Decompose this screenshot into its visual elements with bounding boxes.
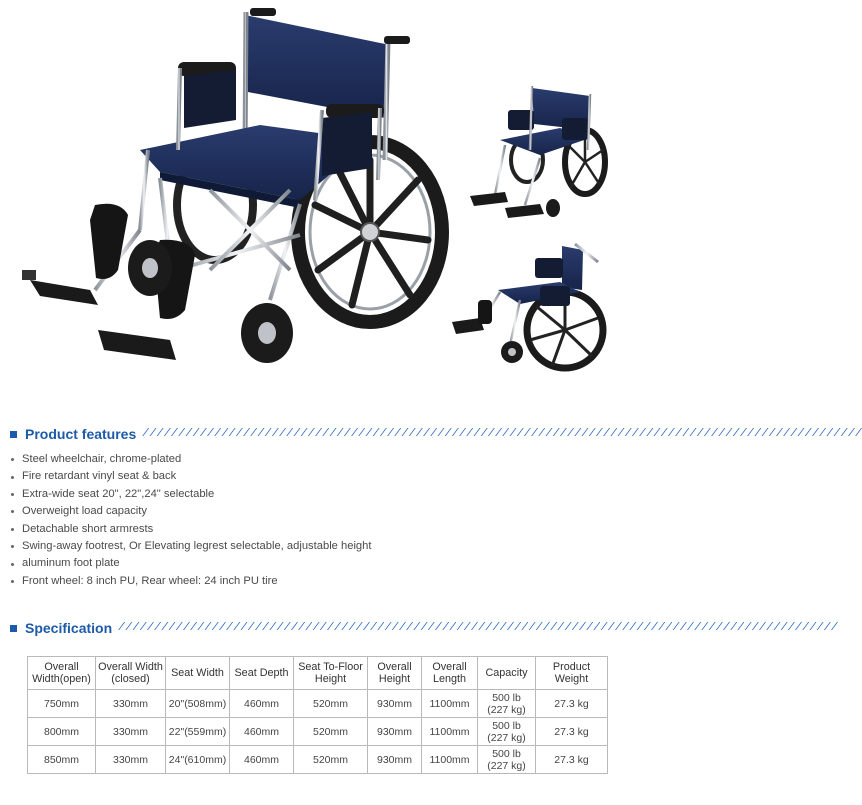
cell-capacity: 500 lb (227 kg) (478, 746, 536, 774)
cell-width-open: 750mm (28, 690, 96, 718)
specification-title: Specification (25, 620, 113, 636)
table-row (28, 690, 608, 718)
bullet-icon (11, 545, 14, 548)
list-item (11, 573, 372, 590)
table-header-row (28, 657, 608, 690)
cell-width-closed: 330mm (96, 746, 166, 774)
feature-text: aluminum foot plate (22, 557, 120, 570)
cell-width-open: 800mm (28, 718, 96, 746)
section-marker (10, 625, 17, 632)
bullet-icon (11, 563, 14, 566)
col-header-overall-length: Overall Length (422, 657, 478, 690)
col-header-seat-floor-height: Seat To-Floor Height (294, 657, 368, 690)
list-item (11, 468, 372, 485)
cell-width-closed: 330mm (96, 718, 166, 746)
cell-height: 930mm (368, 746, 422, 774)
bullet-icon (11, 528, 14, 531)
feature-text: Fire retardant vinyl seat & back (22, 470, 177, 483)
bullet-icon (11, 476, 14, 479)
col-header-overall-height: Overall Height (368, 657, 422, 690)
bullet-icon (11, 510, 14, 513)
wheelchair-angled-view-photo (452, 244, 603, 368)
cell-seat-depth: 460mm (230, 690, 294, 718)
feature-text: Overweight load capacity (22, 505, 147, 518)
cell-height: 930mm (368, 690, 422, 718)
feature-text: Detachable short armrests (22, 522, 154, 535)
cell-weight: 27.3 kg (536, 746, 608, 774)
decorative-slash-rule: //////////////////////////////////////////////////////////////////////////////////////////////////// (118, 622, 839, 634)
product-photos (0, 0, 639, 410)
col-header-width-closed: Overall Width (closed) (96, 657, 166, 690)
cell-length: 1100mm (422, 746, 478, 774)
cell-capacity: 500 lb (227 kg) (478, 690, 536, 718)
cell-seat-width: 20"(508mm) (166, 690, 230, 718)
decorative-slash-rule: //////////////////////////////////////////////////////////////////////////////////////////////////// (142, 428, 862, 440)
cell-seat-floor: 520mm (294, 746, 368, 774)
list-item (11, 486, 372, 503)
feature-text: Steel wheelchair, chrome-plated (22, 453, 182, 465)
bullet-icon (11, 580, 14, 583)
list-item (11, 555, 372, 572)
col-header-capacity: Capacity (478, 657, 536, 690)
wheelchair-side-view-photo (470, 86, 605, 218)
list-item (11, 538, 372, 555)
col-header-width-open: Overall Width(open) (28, 657, 96, 690)
cell-seat-width: 22"(559mm) (166, 718, 230, 746)
cell-seat-width: 24"(610mm) (166, 746, 230, 774)
table-row (28, 746, 608, 774)
feature-text: Extra-wide seat 20", 22",24" selectable (22, 487, 215, 500)
cell-seat-depth: 460mm (230, 746, 294, 774)
section-marker (10, 431, 17, 438)
feature-text: Swing-away footrest, Or Elevating legrest selectable, adjustable height (22, 539, 372, 552)
cell-width-closed: 330mm (96, 690, 166, 718)
cell-capacity: 500 lb (227 kg) (478, 718, 536, 746)
col-header-product-weight: Product Weight (536, 657, 608, 690)
cell-width-open: 850mm (28, 746, 96, 774)
cell-weight: 27.3 kg (536, 690, 608, 718)
cell-weight: 27.3 kg (536, 718, 608, 746)
cell-length: 1100mm (422, 718, 478, 746)
table-row (28, 718, 608, 746)
col-header-seat-width: Seat Width (166, 657, 230, 690)
cell-height: 930mm (368, 718, 422, 746)
features-list (11, 451, 372, 590)
col-header-seat-depth: Seat Depth (230, 657, 294, 690)
cell-seat-floor: 520mm (294, 690, 368, 718)
feature-text: Front wheel: 8 inch PU, Rear wheel: 24 inch PU tire (22, 574, 278, 587)
cell-seat-depth: 460mm (230, 718, 294, 746)
list-item (11, 521, 372, 538)
wheelchair-main-photo (22, 8, 442, 363)
list-item (11, 451, 372, 468)
cell-length: 1100mm (422, 690, 478, 718)
cell-seat-floor: 520mm (294, 718, 368, 746)
specification-header (10, 618, 839, 638)
features-title: Product features (25, 426, 137, 442)
features-header (10, 424, 862, 444)
bullet-icon (11, 458, 14, 461)
specification-table (27, 656, 608, 774)
list-item (11, 503, 372, 520)
bullet-icon (11, 493, 14, 496)
